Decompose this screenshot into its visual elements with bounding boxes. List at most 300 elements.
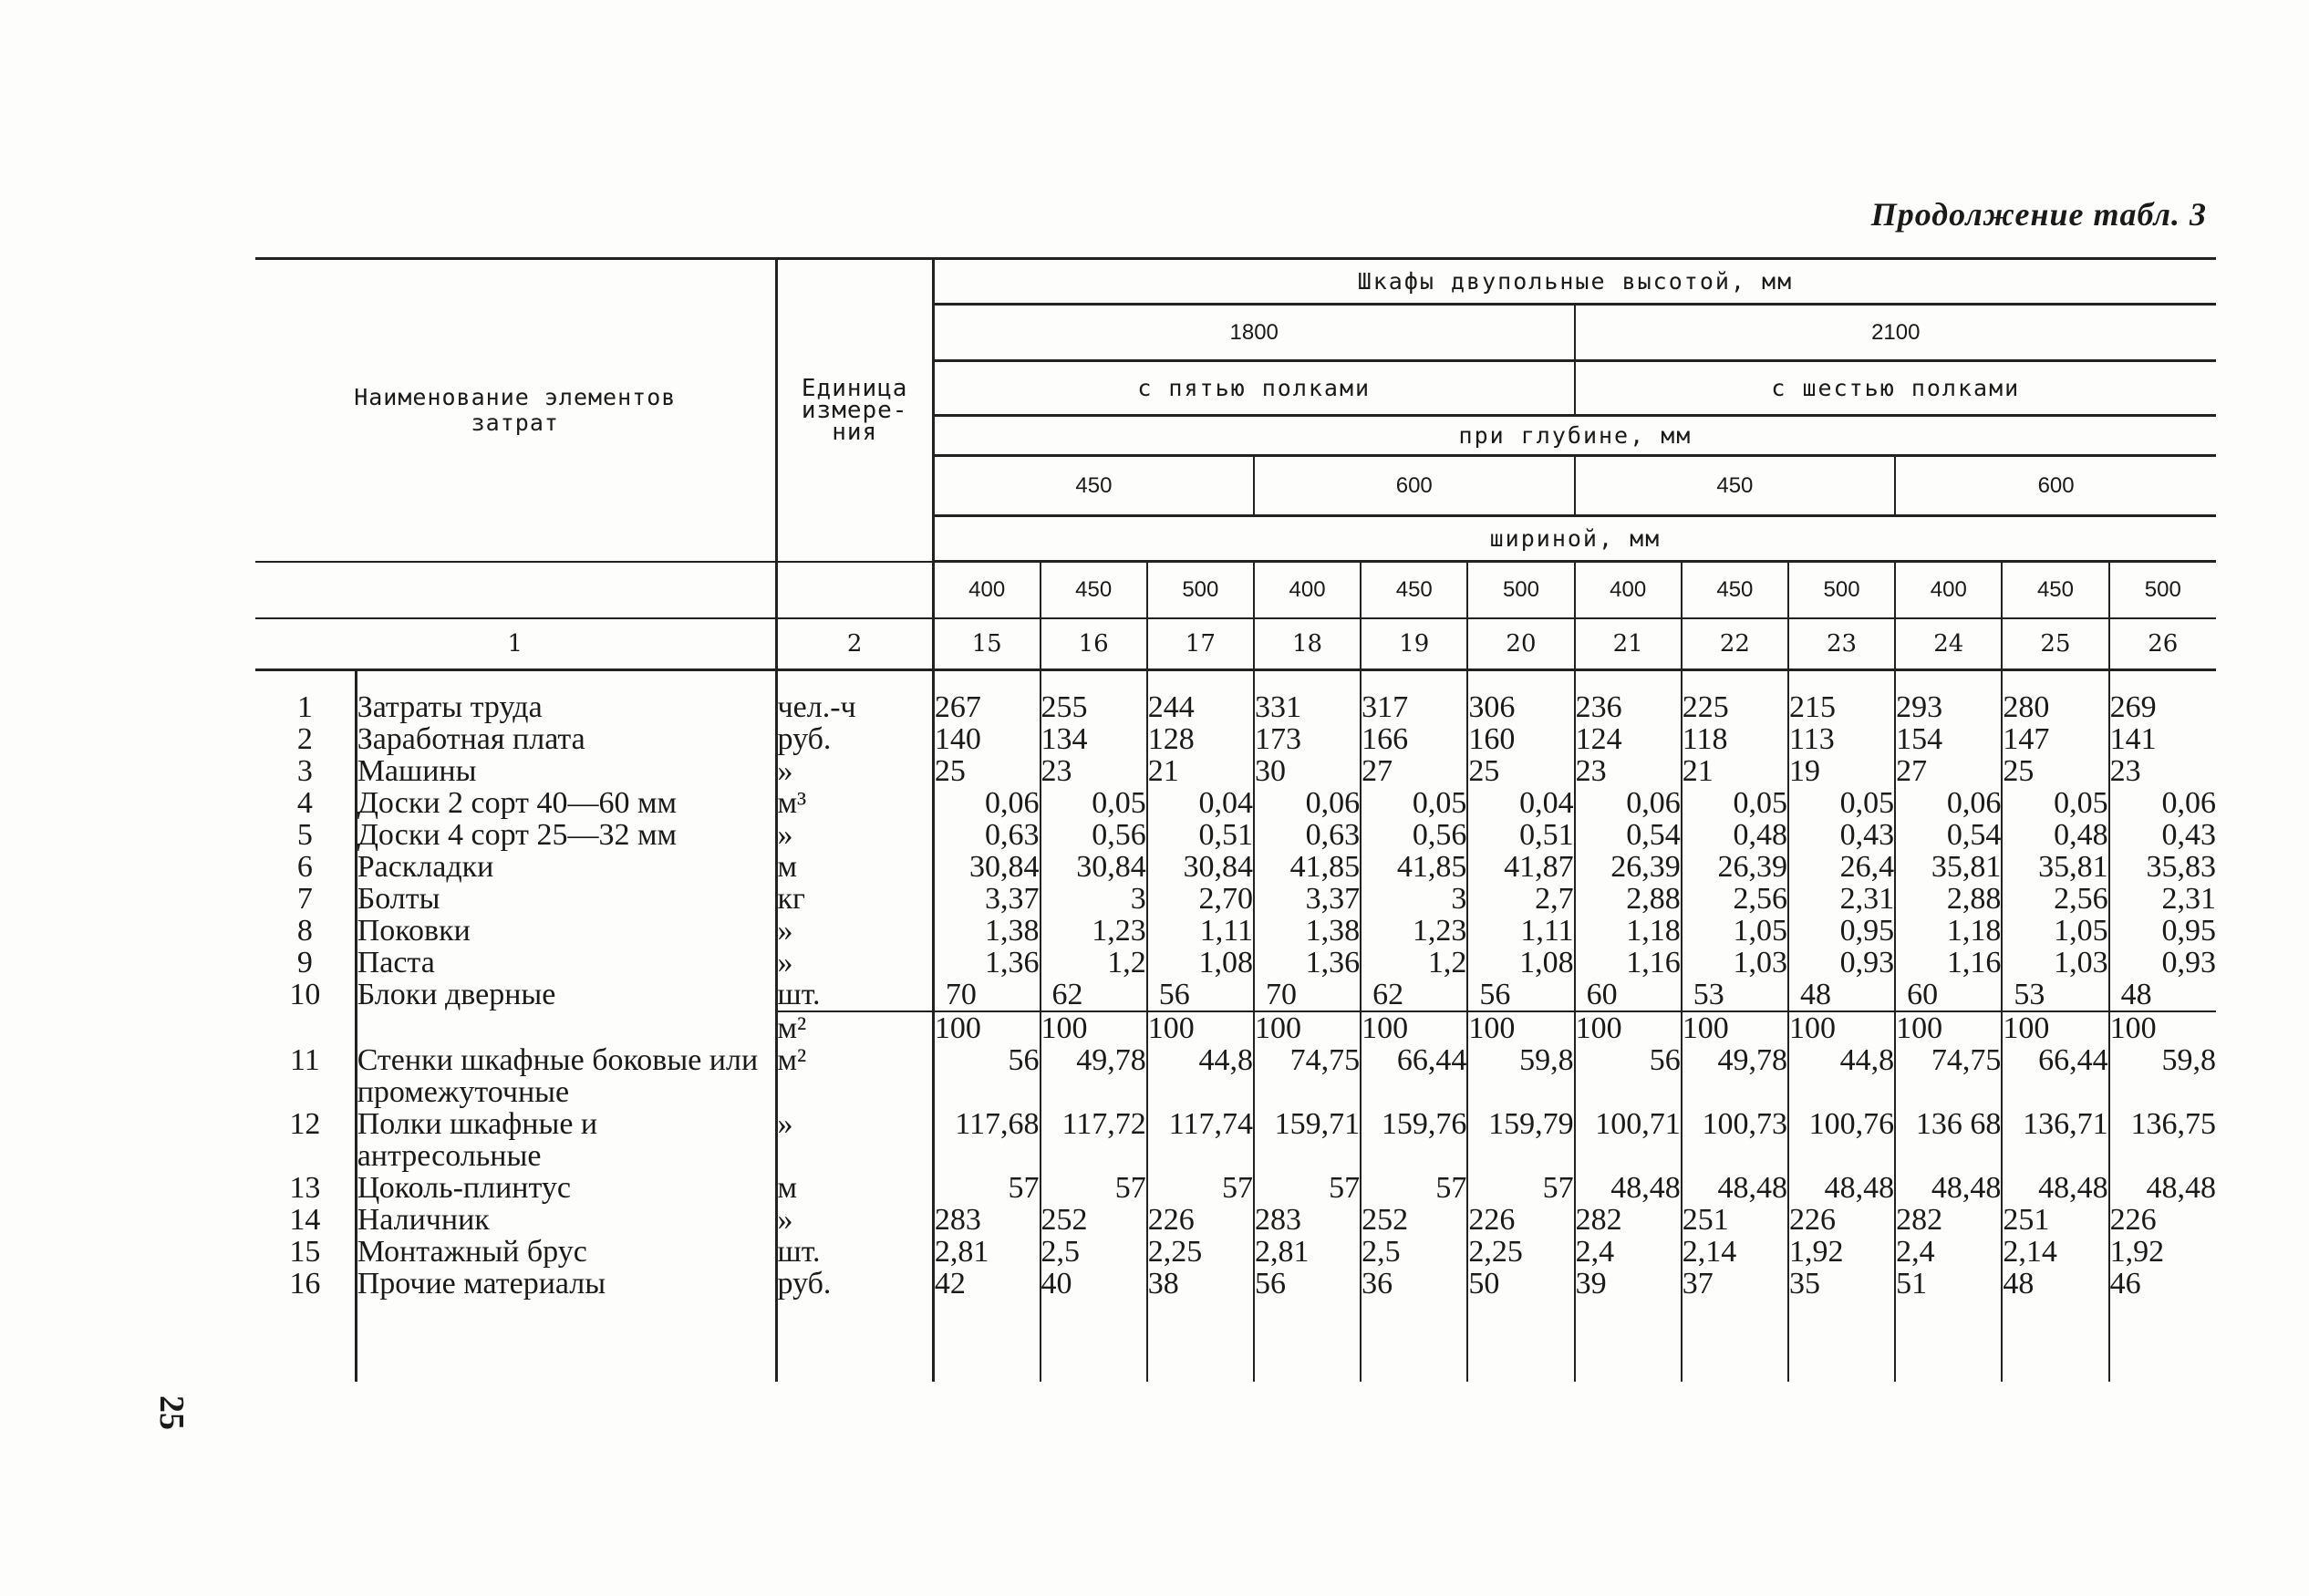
- value-cell: 166: [1361, 723, 1467, 755]
- height-1800: 1800: [933, 305, 1574, 361]
- row-number: 15: [289, 1234, 321, 1269]
- value-cell: 26,4: [1788, 851, 1895, 883]
- row-name: Наличник: [356, 1204, 776, 1236]
- column-number: 19: [1361, 618, 1467, 670]
- row-unit: м: [776, 851, 933, 883]
- value-cell: 0,06: [1254, 787, 1361, 819]
- row-unit: м: [776, 1172, 933, 1204]
- value-cell: 39: [1575, 1268, 1682, 1300]
- column-number: 16: [1041, 618, 1147, 670]
- value-cell: 2,4: [1575, 1236, 1682, 1268]
- value-cell: 255: [1041, 691, 1147, 723]
- value-cell: 57: [1467, 1172, 1574, 1204]
- row-name: Монтажный брус: [356, 1236, 776, 1268]
- value-cell: 159,76: [1361, 1108, 1467, 1172]
- value-cell: 252: [1041, 1204, 1147, 1236]
- column-number: 2: [776, 618, 933, 670]
- value-cell: 1,2: [1361, 947, 1467, 979]
- unit-numerator: шт.: [778, 979, 932, 1012]
- shelves-five: с пятью полками: [933, 361, 1574, 416]
- value-cell: 2,88: [1895, 883, 2002, 915]
- fraction-cell: [1041, 979, 1147, 1044]
- width-400: 400: [1575, 562, 1682, 618]
- value-cell: 1,18: [1895, 915, 2002, 947]
- value-cell: 141: [2109, 723, 2216, 755]
- value-cell: 1,38: [933, 915, 1040, 947]
- value-cell: 269: [2109, 691, 2216, 723]
- row-unit: »: [776, 1108, 933, 1172]
- value-cell: 293: [1895, 691, 2002, 723]
- depth-450-b: 450: [1575, 456, 1896, 516]
- value-cell: 30,84: [1147, 851, 1254, 883]
- value-cell: 48,48: [2109, 1172, 2216, 1204]
- value-cell: 1,08: [1147, 947, 1254, 979]
- value-cell: 140: [933, 723, 1040, 755]
- value-cell: 0,51: [1147, 819, 1254, 851]
- value-cell: 57: [1361, 1172, 1467, 1204]
- value-cell: 51: [1895, 1268, 2002, 1300]
- value-cell: 0,05: [2002, 787, 2108, 819]
- row-number: 5: [296, 817, 313, 852]
- value-cell: 2,25: [1467, 1236, 1574, 1268]
- value-cell: 48,48: [1788, 1172, 1895, 1204]
- value-cell: 59,8: [2109, 1044, 2216, 1108]
- fraction-cell: [1254, 979, 1361, 1044]
- value-cell: 49,78: [1041, 1044, 1147, 1108]
- row-name: Затраты труда: [356, 691, 776, 723]
- column-number: 23: [1788, 618, 1895, 670]
- fraction-cell: [1467, 979, 1574, 1044]
- fraction-numerator: 62: [1362, 979, 1466, 1012]
- table-row: [255, 915, 2216, 947]
- column-number: 26: [2109, 618, 2216, 670]
- value-cell: 50: [1467, 1268, 1574, 1300]
- value-cell: 0,05: [1361, 787, 1467, 819]
- fraction-denominator: 100: [1896, 1010, 1943, 1045]
- value-cell: 35,83: [2109, 851, 2216, 883]
- row-unit: »: [776, 1204, 933, 1236]
- width-450: 450: [1041, 562, 1147, 618]
- row-number: 11: [289, 1042, 320, 1077]
- value-cell: 0,05: [1788, 787, 1895, 819]
- table-row: [255, 979, 2216, 1044]
- group-title: Шкафы двупольные высотой, мм: [933, 259, 2216, 305]
- value-cell: 0,63: [933, 819, 1040, 851]
- value-cell: 21: [1147, 755, 1254, 787]
- value-cell: 66,44: [1361, 1044, 1467, 1108]
- value-cell: 27: [1895, 755, 2002, 787]
- table-row: [255, 851, 2216, 883]
- value-cell: 2,14: [1682, 1236, 1788, 1268]
- row-number: 9: [296, 945, 313, 979]
- value-cell: 0,48: [2002, 819, 2108, 851]
- value-cell: 1,36: [1254, 947, 1361, 979]
- width-400: 400: [933, 562, 1040, 618]
- value-cell: 0,43: [1788, 819, 1895, 851]
- value-cell: 2,31: [1788, 883, 1895, 915]
- table-row: [255, 1172, 2216, 1204]
- value-cell: 0,04: [1467, 787, 1574, 819]
- row-number: 7: [296, 881, 313, 916]
- name-col-header: Наименование элементов затрат: [354, 383, 677, 436]
- width-400: 400: [1254, 562, 1361, 618]
- fraction-cell: [1682, 979, 1788, 1044]
- fraction-numerator: 56: [1148, 979, 1253, 1012]
- value-cell: 38: [1147, 1268, 1254, 1300]
- value-cell: 117,68: [933, 1108, 1040, 1172]
- fraction-denominator: 100: [1788, 1010, 1836, 1045]
- width-450: 450: [2002, 562, 2108, 618]
- row-unit: руб.: [776, 1268, 933, 1300]
- row-unit: »: [776, 915, 933, 947]
- value-cell: 0,63: [1254, 819, 1361, 851]
- row-unit: чел.-ч: [776, 691, 933, 723]
- value-cell: 0,06: [1895, 787, 2002, 819]
- row-unit: [776, 979, 933, 1044]
- fraction-cell: [1361, 979, 1467, 1044]
- row-name: Болты: [356, 883, 776, 915]
- value-cell: 251: [2002, 1204, 2108, 1236]
- value-cell: 3: [1361, 883, 1467, 915]
- table-row: [255, 1108, 2216, 1172]
- value-cell: 136 68: [1895, 1108, 2002, 1172]
- value-cell: 59,8: [1467, 1044, 1574, 1108]
- value-cell: 0,54: [1895, 819, 2002, 851]
- row-name: Поковки: [356, 915, 776, 947]
- value-cell: 1,92: [1788, 1236, 1895, 1268]
- value-cell: 48,48: [2002, 1172, 2108, 1204]
- depth-450-a: 450: [933, 456, 1254, 516]
- fraction-denominator: 100: [1682, 1010, 1729, 1045]
- column-number: 20: [1467, 618, 1574, 670]
- value-cell: 25: [933, 755, 1040, 787]
- value-cell: 113: [1788, 723, 1895, 755]
- value-cell: 1,05: [2002, 915, 2108, 947]
- row-name: Прочие материалы: [356, 1268, 776, 1300]
- width-500: 500: [1147, 562, 1254, 618]
- row-name: Паста: [356, 947, 776, 979]
- value-cell: 0,93: [1788, 947, 1895, 979]
- value-cell: 56: [1575, 1044, 1682, 1108]
- value-cell: 1,23: [1361, 915, 1467, 947]
- row-unit: м³: [776, 787, 933, 819]
- value-cell: 48,48: [1575, 1172, 1682, 1204]
- value-cell: 1,23: [1041, 915, 1147, 947]
- value-cell: 1,18: [1575, 915, 1682, 947]
- fraction-denominator: 100: [1254, 1010, 1301, 1045]
- value-cell: 136,71: [2002, 1108, 2108, 1172]
- fraction-numerator: 60: [1896, 979, 2001, 1012]
- value-cell: 0,95: [1788, 915, 1895, 947]
- row-unit: »: [776, 947, 933, 979]
- value-cell: 49,78: [1682, 1044, 1788, 1108]
- value-cell: 3,37: [933, 883, 1040, 915]
- value-cell: 1,16: [1895, 947, 2002, 979]
- value-cell: 0,54: [1575, 819, 1682, 851]
- row-name: Машины: [356, 755, 776, 787]
- value-cell: 0,95: [2109, 915, 2216, 947]
- row-number: 6: [296, 849, 313, 884]
- value-cell: 225: [1682, 691, 1788, 723]
- fraction-denominator: 100: [1041, 1010, 1088, 1045]
- value-cell: 226: [1147, 1204, 1254, 1236]
- value-cell: 0,48: [1682, 819, 1788, 851]
- row-number: 13: [289, 1170, 321, 1205]
- value-cell: 2,56: [1682, 883, 1788, 915]
- row-number: 14: [289, 1202, 321, 1237]
- value-cell: 1,03: [2002, 947, 2108, 979]
- row-number: 10: [289, 977, 321, 1011]
- column-number: 1: [507, 629, 523, 658]
- fraction-numerator: 70: [1255, 979, 1360, 1012]
- row-unit: »: [776, 755, 933, 787]
- row-number: 4: [296, 785, 313, 820]
- value-cell: 2,4: [1895, 1236, 2002, 1268]
- value-cell: 1,38: [1254, 915, 1361, 947]
- value-cell: 2,5: [1361, 1236, 1467, 1268]
- fraction-cell: [2109, 979, 2216, 1044]
- value-cell: 226: [1788, 1204, 1895, 1236]
- value-cell: 44,8: [1788, 1044, 1895, 1108]
- page-number: 25: [152, 1395, 191, 1430]
- table-row: [255, 1236, 2216, 1268]
- row-unit: шт.: [776, 1236, 933, 1268]
- value-cell: 48,48: [1895, 1172, 2002, 1204]
- value-cell: 244: [1147, 691, 1254, 723]
- fraction-cell: [2002, 979, 2108, 1044]
- fraction-denominator: 100: [2003, 1010, 2050, 1045]
- table-row: [255, 787, 2216, 819]
- fraction-cell: [933, 979, 1040, 1044]
- row-name: Заработная плата: [356, 723, 776, 755]
- row-number: 2: [296, 721, 313, 756]
- value-cell: 1,08: [1467, 947, 1574, 979]
- value-cell: 154: [1895, 723, 2002, 755]
- value-cell: 56: [1254, 1268, 1361, 1300]
- depth-600-a: 600: [1254, 456, 1575, 516]
- width-title: шириной, мм: [933, 516, 2216, 562]
- row-unit: руб.: [776, 723, 933, 755]
- value-cell: 128: [1147, 723, 1254, 755]
- column-number: 15: [933, 618, 1040, 670]
- value-cell: 0,51: [1467, 819, 1574, 851]
- row-name: Доски 4 сорт 25—32 мм: [356, 819, 776, 851]
- table-row: [255, 1268, 2216, 1300]
- value-cell: 1,11: [1147, 915, 1254, 947]
- fraction-denominator: 100: [1147, 1010, 1195, 1045]
- column-number: 24: [1895, 618, 2002, 670]
- value-cell: 23: [1575, 755, 1682, 787]
- value-cell: 136,75: [2109, 1108, 2216, 1172]
- value-cell: 2,5: [1041, 1236, 1147, 1268]
- column-number: 17: [1147, 618, 1254, 670]
- value-cell: 41,85: [1254, 851, 1361, 883]
- row-name: Полки шкафные и антресольные: [356, 1108, 776, 1172]
- value-cell: 0,06: [2109, 787, 2216, 819]
- unit-denominator: м²: [777, 1010, 807, 1045]
- width-450: 450: [1682, 562, 1788, 618]
- row-number: 8: [296, 913, 313, 948]
- table-row: [255, 947, 2216, 979]
- value-cell: 282: [1895, 1204, 2002, 1236]
- value-cell: 0,04: [1147, 787, 1254, 819]
- value-cell: 124: [1575, 723, 1682, 755]
- value-cell: 25: [1467, 755, 1574, 787]
- value-cell: 36: [1361, 1268, 1467, 1300]
- table-row: [255, 819, 2216, 851]
- value-cell: 48: [2002, 1268, 2108, 1300]
- value-cell: 57: [933, 1172, 1040, 1204]
- value-cell: 173: [1254, 723, 1361, 755]
- value-cell: 100,73: [1682, 1108, 1788, 1172]
- value-cell: 0,06: [933, 787, 1040, 819]
- cost-table: [255, 257, 2216, 1382]
- value-cell: 159,71: [1254, 1108, 1361, 1172]
- value-cell: 226: [2109, 1204, 2216, 1236]
- value-cell: 42: [933, 1268, 1040, 1300]
- column-number: 22: [1682, 618, 1788, 670]
- row-number: 12: [289, 1106, 321, 1141]
- value-cell: 25: [2002, 755, 2108, 787]
- table-row: [255, 755, 2216, 787]
- value-cell: 3,37: [1254, 883, 1361, 915]
- value-cell: 118: [1682, 723, 1788, 755]
- value-cell: 280: [2002, 691, 2108, 723]
- fraction-numerator: 70: [935, 979, 1040, 1012]
- value-cell: 41,87: [1467, 851, 1574, 883]
- value-cell: 2,31: [2109, 883, 2216, 915]
- fraction-numerator: 60: [1576, 979, 1681, 1012]
- value-cell: 2,70: [1147, 883, 1254, 915]
- value-cell: 0,06: [1575, 787, 1682, 819]
- value-cell: 251: [1682, 1204, 1788, 1236]
- value-cell: 147: [2002, 723, 2108, 755]
- value-cell: 282: [1575, 1204, 1682, 1236]
- value-cell: 283: [933, 1204, 1040, 1236]
- depth-title: при глубине, мм: [933, 416, 2216, 456]
- value-cell: 134: [1041, 723, 1147, 755]
- fraction-numerator: 48: [2110, 979, 2216, 1012]
- value-cell: 226: [1467, 1204, 1574, 1236]
- value-cell: 317: [1361, 691, 1467, 723]
- row-unit: м²: [776, 1044, 933, 1108]
- table-row: [255, 691, 2216, 723]
- value-cell: 19: [1788, 755, 1895, 787]
- row-name: Блоки дверные: [356, 979, 776, 1044]
- value-cell: 74,75: [1895, 1044, 2002, 1108]
- value-cell: 57: [1147, 1172, 1254, 1204]
- value-cell: 0,05: [1682, 787, 1788, 819]
- value-cell: 0,56: [1041, 819, 1147, 851]
- fraction-numerator: 53: [2003, 979, 2107, 1012]
- fraction-denominator: 100: [1362, 1010, 1409, 1045]
- fraction-numerator: 48: [1789, 979, 1894, 1012]
- value-cell: 0,43: [2109, 819, 2216, 851]
- value-cell: 35,81: [2002, 851, 2108, 883]
- fraction-denominator: 100: [2109, 1010, 2157, 1045]
- value-cell: 159,79: [1467, 1108, 1574, 1172]
- fraction-cell: [1788, 979, 1895, 1044]
- value-cell: 41,85: [1361, 851, 1467, 883]
- value-cell: 1,11: [1467, 915, 1574, 947]
- row-number: 3: [296, 753, 313, 788]
- value-cell: 100,71: [1575, 1108, 1682, 1172]
- value-cell: 1,36: [933, 947, 1040, 979]
- value-cell: 48,48: [1682, 1172, 1788, 1204]
- value-cell: 1,05: [1682, 915, 1788, 947]
- value-cell: 26,39: [1575, 851, 1682, 883]
- unit-col-header: Единица измере- ния: [801, 374, 908, 446]
- table-row: [255, 883, 2216, 915]
- row-name: Доски 2 сорт 40—60 мм: [356, 787, 776, 819]
- fraction-numerator: 62: [1041, 979, 1146, 1012]
- value-cell: 2,14: [2002, 1236, 2108, 1268]
- value-cell: 215: [1788, 691, 1895, 723]
- width-450: 450: [1361, 562, 1467, 618]
- row-name: Раскладки: [356, 851, 776, 883]
- value-cell: 3: [1041, 883, 1147, 915]
- value-cell: 30,84: [933, 851, 1040, 883]
- value-cell: 74,75: [1254, 1044, 1361, 1108]
- row-unit: кг: [776, 883, 933, 915]
- value-cell: 40: [1041, 1268, 1147, 1300]
- height-2100: 2100: [1575, 305, 2216, 361]
- value-cell: 1,92: [2109, 1236, 2216, 1268]
- value-cell: 23: [1041, 755, 1147, 787]
- value-cell: 331: [1254, 691, 1361, 723]
- value-cell: 66,44: [2002, 1044, 2108, 1108]
- value-cell: 117,74: [1147, 1108, 1254, 1172]
- value-cell: 100,76: [1788, 1108, 1895, 1172]
- value-cell: 30,84: [1041, 851, 1147, 883]
- value-cell: 2,81: [1254, 1236, 1361, 1268]
- value-cell: 27: [1361, 755, 1467, 787]
- value-cell: 30: [1254, 755, 1361, 787]
- value-cell: 37: [1682, 1268, 1788, 1300]
- fraction-cell: [1575, 979, 1682, 1044]
- value-cell: 23: [2109, 755, 2216, 787]
- column-number: 25: [2002, 618, 2108, 670]
- value-cell: 46: [2109, 1268, 2216, 1300]
- value-cell: 35,81: [1895, 851, 2002, 883]
- value-cell: 1,2: [1041, 947, 1147, 979]
- table-row: [255, 1204, 2216, 1236]
- value-cell: 252: [1361, 1204, 1467, 1236]
- value-cell: 26,39: [1682, 851, 1788, 883]
- value-cell: 57: [1254, 1172, 1361, 1204]
- value-cell: 57: [1041, 1172, 1147, 1204]
- value-cell: 283: [1254, 1204, 1361, 1236]
- value-cell: 2,25: [1147, 1236, 1254, 1268]
- value-cell: 0,93: [2109, 947, 2216, 979]
- value-cell: 1,16: [1575, 947, 1682, 979]
- value-cell: 236: [1575, 691, 1682, 723]
- row-number: 1: [296, 689, 313, 724]
- value-cell: 117,72: [1041, 1108, 1147, 1172]
- value-cell: 21: [1682, 755, 1788, 787]
- row-name: Стенки шкафные боковые или промежуточные: [356, 1044, 776, 1108]
- shelves-six: с шестью полками: [1575, 361, 2216, 416]
- value-cell: 0,56: [1361, 819, 1467, 851]
- fraction-denominator: 100: [934, 1010, 981, 1045]
- fraction-cell: [1895, 979, 2002, 1044]
- table-row: [255, 1044, 2216, 1108]
- table-row: [255, 723, 2216, 755]
- value-cell: 2,81: [933, 1236, 1040, 1268]
- depth-600-b: 600: [1895, 456, 2216, 516]
- width-500: 500: [1467, 562, 1574, 618]
- table-caption: Продолжение табл. 3: [1870, 196, 2207, 233]
